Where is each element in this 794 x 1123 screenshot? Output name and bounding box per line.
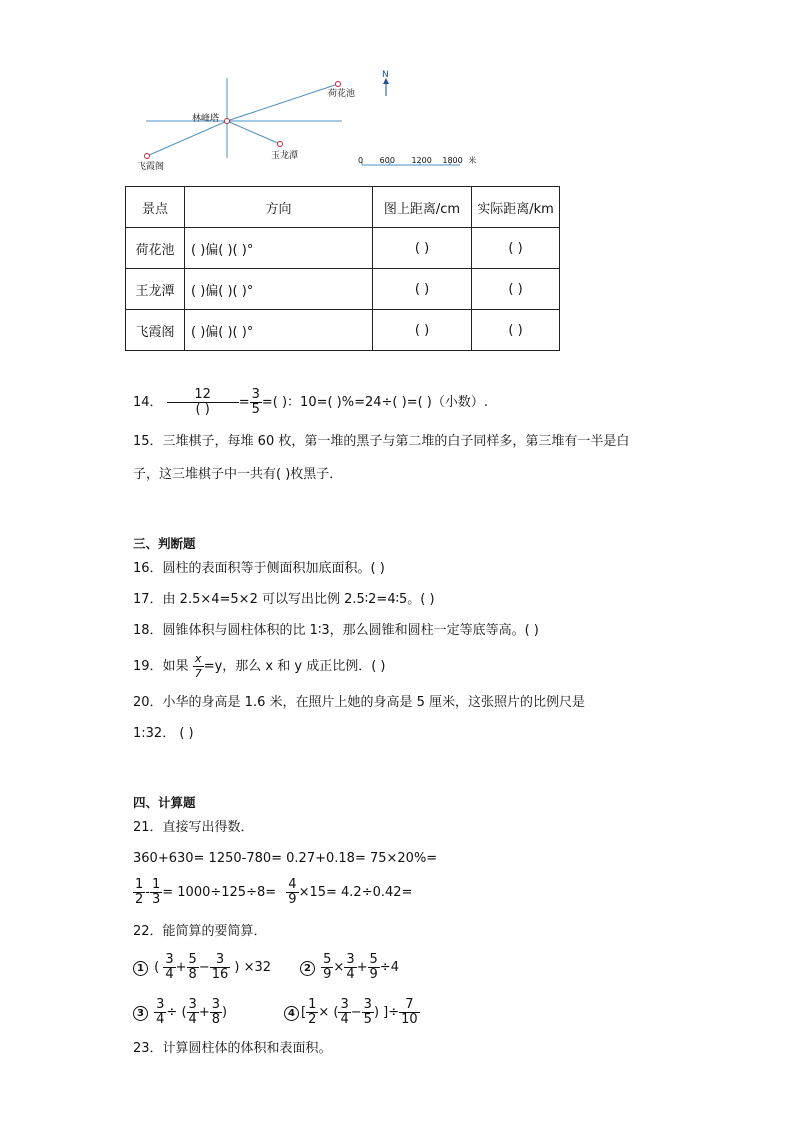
q21-row2-b: ×15= 4.2÷0.42= <box>298 885 413 900</box>
q22-p2-plus: + <box>356 960 368 975</box>
scale-bar-labels <box>358 155 476 166</box>
question-22-part-1 <box>133 953 271 982</box>
q22-p1-fc-den: 16 <box>211 967 229 982</box>
row-map-distance-blank[interactable]: ( ) <box>373 310 472 351</box>
q14-frac2-numerator: 3 <box>251 387 260 402</box>
q22-p1-open: ( <box>154 960 160 975</box>
circled-number-4: 4 <box>284 1006 299 1021</box>
q22-p2-frac-b <box>344 953 356 982</box>
q14-frac2-denominator: 5 <box>251 402 260 417</box>
q22-p1-fa-den: 4 <box>165 967 174 982</box>
map-label-feixia: 飞霞阁 <box>137 162 165 172</box>
circled-number-2: 2 <box>300 961 315 976</box>
q22-p4-fa-num: 1 <box>308 997 317 1012</box>
q22-p3-fa-num: 3 <box>156 997 165 1012</box>
q22-p2-fb-den: 4 <box>346 967 355 982</box>
q22-p2-fc-num: 5 <box>369 952 378 967</box>
row-real-distance-blank[interactable]: ( ) <box>472 310 560 351</box>
header-real-distance: 实际距离/km <box>472 187 560 228</box>
q22-p2-tail: ÷4 <box>379 960 399 975</box>
q22-p1-minus: − <box>198 960 210 975</box>
question-21-row1: 360+630= 1250-780= 0.27+0.18= 75×20%= <box>133 851 438 866</box>
q22-p3-frac-c <box>210 998 222 1027</box>
map-label-lotus-pond: 荷花池 <box>328 89 356 99</box>
q22-p2-fc-den: 9 <box>369 967 378 982</box>
scale-tick-1800: 1800 <box>442 156 463 165</box>
q21-row2-a: = 1000÷125÷8= <box>162 885 277 900</box>
q22-p1-fb-den: 8 <box>188 967 197 982</box>
q22-p4-fd-den: 10 <box>401 1012 418 1027</box>
row-direction-blank[interactable]: ( )偏( )( )° <box>185 310 373 351</box>
map-label-north: N <box>382 70 389 80</box>
map-label-jade-dragon: 玉龙潭 <box>271 151 299 161</box>
q22-p3-fb-den: 4 <box>188 1012 197 1027</box>
q14-fraction-1 <box>167 388 239 417</box>
q22-p4-fb-den: 4 <box>340 1012 349 1027</box>
q22-p4-frac-c <box>362 998 374 1027</box>
question-22-part-2 <box>300 953 399 982</box>
q21-f3-den: 9 <box>288 892 297 907</box>
q14-frac1-denominator-blank[interactable]: ( ) <box>195 402 210 417</box>
q22-p3-close: ) <box>222 1005 228 1020</box>
question-22-part-4 <box>284 998 420 1027</box>
question-20-line1: 20．小华的身高是 1.6 米，在照片上她的身高是 5 厘米，这张照片的比例尺是 <box>133 695 586 710</box>
q21-minus: - <box>145 885 150 900</box>
q22-p4-fa-den: 2 <box>308 1012 317 1027</box>
header-spot: 景点 <box>126 187 185 228</box>
row-map-distance-blank[interactable]: ( ) <box>373 228 472 269</box>
q22-p1-fa-num: 3 <box>165 952 174 967</box>
circled-number-1: 1 <box>133 961 148 976</box>
q22-p4-open: [ <box>301 1005 307 1020</box>
forest-tower-point <box>225 119 230 124</box>
question-22-part-3 <box>133 998 227 1027</box>
question-21-row2 <box>133 878 412 907</box>
q22-p2-times: × <box>333 960 345 975</box>
q22-p3-div: ÷ ( <box>166 1005 187 1020</box>
q22-p4-times: × ( <box>318 1005 339 1020</box>
q21-frac-1 <box>133 878 145 907</box>
question-21-title: 21．直接写出得数． <box>133 820 254 835</box>
circled-number-3: 3 <box>133 1006 148 1021</box>
feixia-point <box>145 154 150 159</box>
q22-p2-fa-den: 9 <box>323 967 332 982</box>
q22-p3-plus: + <box>198 1005 210 1020</box>
q22-p4-frac-d <box>399 998 420 1027</box>
section-3-title: 三、判断题 <box>133 536 196 551</box>
q22-p4-fc-den: 5 <box>363 1012 372 1027</box>
question-17[interactable]: 17．由 2.5×4=5×2 可以写出比例 2.5∶2=4∶5。( ) <box>133 592 435 607</box>
q22-p1-frac-a <box>163 953 175 982</box>
table-header-row <box>126 187 560 228</box>
q22-p1-fc-num: 3 <box>210 953 231 968</box>
row-direction-blank[interactable]: ( )偏( )( )° <box>185 228 373 269</box>
scale-tick-600: 600 <box>379 156 395 165</box>
q21-frac-2 <box>150 878 162 907</box>
scale-tick-1200: 1200 <box>411 156 432 165</box>
row-spot-name: 王龙潭 <box>126 269 185 310</box>
q22-p4-fd-num: 7 <box>399 998 420 1013</box>
q14-fraction-2 <box>250 388 262 417</box>
question-20-line2[interactable]: 1:32． ( ) <box>133 726 194 741</box>
question-15-line1: 15．三堆棋子，每堆 60 枚，第一堆的黑子与第二堆的白子同样多，第三堆有一半是白 <box>133 434 630 449</box>
scale-tick-0: 0 <box>358 156 364 165</box>
table-row <box>126 269 560 310</box>
q19-numerator: x <box>193 652 204 667</box>
q22-p2-fa-num: 5 <box>323 952 332 967</box>
table-row <box>126 228 560 269</box>
question-15-line2[interactable]: 子，这三堆棋子中一共有( )枚黑子． <box>133 467 343 482</box>
question-23: 23．计算圆柱体的体积和表面积。 <box>133 1041 332 1056</box>
q22-p1-plus: + <box>175 960 187 975</box>
q21-frac-3 <box>286 878 298 907</box>
question-22-title: 22．能简算的要简算． <box>133 924 267 939</box>
header-map-distance: 图上距离/cm <box>373 187 472 228</box>
q22-p3-frac-a <box>154 998 166 1027</box>
row-direction-blank[interactable]: ( )偏( )( )° <box>185 269 373 310</box>
q22-p2-frac-c <box>368 953 380 982</box>
header-direction: 方向 <box>185 187 373 228</box>
q22-p1-fb-num: 5 <box>188 952 197 967</box>
question-18[interactable]: 18．圆锥体积与圆柱体积的比 1∶3，那么圆锥和圆柱一定等底等高。( ) <box>133 623 539 638</box>
q19-fraction <box>193 652 204 681</box>
section-4-title: 四、计算题 <box>133 795 196 810</box>
question-14 <box>133 388 488 417</box>
q21-f1-den: 2 <box>135 892 144 907</box>
q22-p3-fc-num: 3 <box>211 997 220 1012</box>
q22-p3-fb-num: 3 <box>188 997 197 1012</box>
scenic-spot-table <box>125 186 560 351</box>
q14-equals: = <box>238 395 250 410</box>
q22-p3-frac-b <box>187 998 199 1027</box>
q22-p3-fc-den: 8 <box>211 1012 220 1027</box>
q19-denominator: 7 <box>194 667 202 680</box>
q21-f2-den: 3 <box>151 892 161 907</box>
q22-p4-fb-num: 3 <box>340 997 349 1012</box>
q21-f2-num: 1 <box>151 877 161 892</box>
question-16[interactable]: 16．圆柱的表面积等于侧面积加底面积。( ) <box>133 561 385 576</box>
q22-p4-minus: − <box>350 1005 362 1020</box>
q21-f3-num: 4 <box>288 877 297 892</box>
q14-rest[interactable]: =( )：10=( )%=24÷( )=( )（小数）. <box>261 395 489 410</box>
row-real-distance-blank[interactable]: ( ) <box>472 228 560 269</box>
row-spot-name: 飞霞阁 <box>126 310 185 351</box>
row-spot-name: 荷花池 <box>126 228 185 269</box>
q22-p4-close: ) ]÷ <box>373 1005 400 1020</box>
q19-prefix: 19．如果 <box>133 659 189 674</box>
question-19 <box>133 652 385 681</box>
table-row <box>126 310 560 351</box>
q22-p1-close: ) ×32 <box>234 960 272 975</box>
q14-number: 14． <box>133 395 163 410</box>
q22-p4-frac-a <box>306 998 318 1027</box>
q22-p4-frac-b <box>338 998 350 1027</box>
q22-p2-fb-num: 3 <box>346 952 355 967</box>
row-real-distance-blank[interactable]: ( ) <box>472 269 560 310</box>
jade-dragon-point <box>278 142 283 147</box>
q22-p3-fa-den: 4 <box>156 1012 165 1027</box>
q22-p4-fc-num: 3 <box>363 997 372 1012</box>
scale-unit: 米 <box>468 156 477 165</box>
q22-p1-frac-b <box>187 953 199 982</box>
q21-f1-num: 1 <box>135 877 144 892</box>
q22-p2-frac-a <box>321 953 333 982</box>
row-map-distance-blank[interactable]: ( ) <box>373 269 472 310</box>
q22-p1-frac-c <box>210 953 231 982</box>
q14-frac1-numerator: 12 <box>167 388 239 403</box>
map-label-forest-tower: 林峰塔 <box>192 114 220 124</box>
q19-suffix[interactable]: =y，那么 x 和 y 成正比例．( ) <box>203 659 386 674</box>
